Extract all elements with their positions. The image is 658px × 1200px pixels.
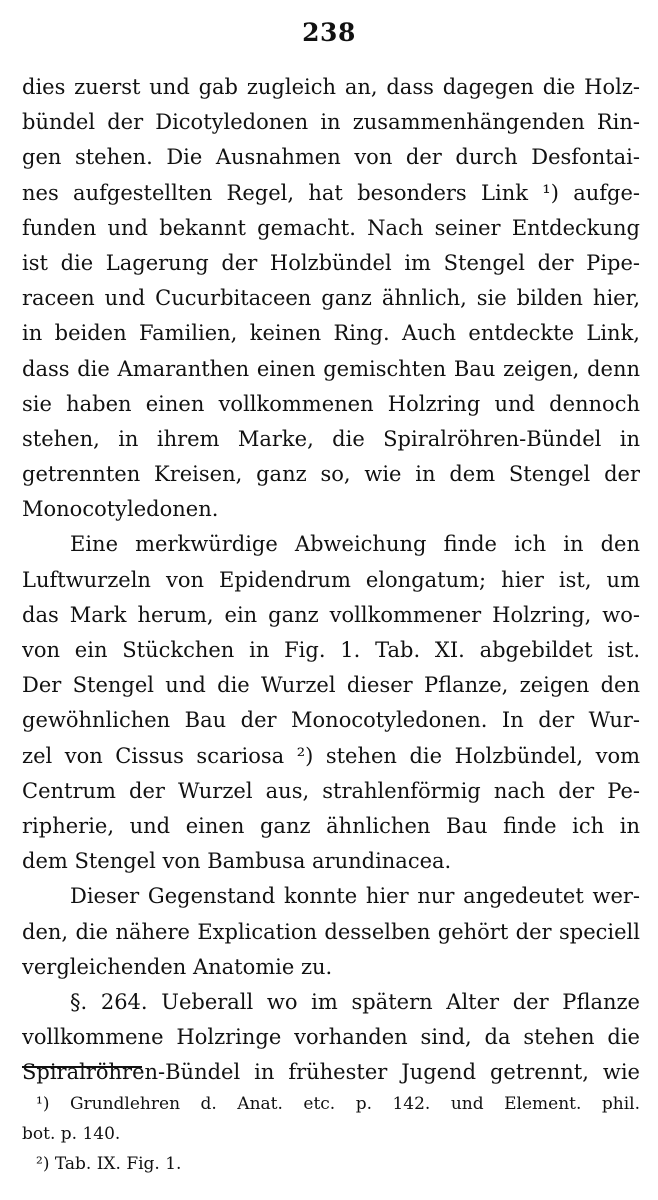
text-line: ist die Lagerung der Holzbündel im Stengel der Pipe- <box>22 250 640 275</box>
text-line: funden und bekannt gemacht. Nach seiner Entdeckung <box>22 215 640 240</box>
text-line: vollkommene Holzringe vorhanden sind, da stehen die <box>22 1025 640 1050</box>
text-line: Monocotyledonen. <box>22 497 219 522</box>
text-line: das Mark herum, ein ganz vollkommener Holzring, wo- <box>22 602 640 627</box>
text-line: Spiralröhren-Bündel in frühester Jugend getrennt, wie <box>22 1060 640 1085</box>
footnote-line: bot. p. 140. <box>22 1124 121 1144</box>
text-line: Centrum der Wurzel aus, strahlenförmig nach der Pe- <box>22 778 640 803</box>
text-line: bündel der Dicotyledonen in zusammenhängenden Rin- <box>22 110 640 135</box>
page-number: 238 <box>302 18 356 47</box>
text-line: raceen und Cucurbitaceen ganz ähnlich, sie bilden hier, <box>22 286 640 311</box>
paragraph-start-line: Dieser Gegenstand konnte hier nur angedeutet wer- <box>70 884 640 909</box>
text-line: gewöhnlichen Bau der Monocotyledonen. In der Wur- <box>22 708 640 733</box>
text-line: zel von Cissus scariosa ²) stehen die Holzbündel, vom <box>22 743 640 768</box>
text-line: dem Stengel von Bambusa arundinacea. <box>22 849 452 874</box>
text-line: dass die Amaranthen einen gemischten Bau zeigen, denn <box>22 356 640 381</box>
text-line: sie haben einen vollkommenen Holzring und dennoch <box>22 391 640 416</box>
text-line: vergleichenden Anatomie zu. <box>22 954 333 979</box>
text-line: dies zuerst und gab zugleich an, dass dagegen die Holz- <box>22 75 640 99</box>
text-line: von ein Stückchen in Fig. 1. Tab. XI. abgebildet ist. <box>22 638 640 662</box>
footnotes <box>22 1089 640 1179</box>
text-line: den, die nähere Explication desselben gehört der speciell <box>22 919 640 944</box>
text-line: ripherie, und einen ganz ähnlichen Bau finde ich in <box>22 813 640 838</box>
footnote-line: ²) Tab. IX. Fig. 1. <box>36 1154 182 1174</box>
footnote-divider <box>22 1066 142 1068</box>
paragraph-start-line: Eine merkwürdige Abweichung finde ich in den <box>70 532 640 557</box>
text-line: Der Stengel und die Wurzel dieser Pflanze, zeigen den <box>22 673 640 698</box>
footnote-line: ¹) Grundlehren d. Anat. etc. p. 142. und Element. phil. <box>36 1094 640 1114</box>
text-line: nes aufgestellten Regel, hat besonders Link ¹) aufge- <box>22 180 640 205</box>
text-line: gen stehen. Die Ausnahmen von der durch Desfontai- <box>22 145 640 170</box>
text-line: in beiden Familien, keinen Ring. Auch entdeckte Link, <box>22 321 640 346</box>
body-text <box>22 70 640 1090</box>
text-line: stehen, in ihrem Marke, die Spiralröhren-Bündel in <box>22 426 640 451</box>
text-line: Luftwurzeln von Epidendrum elongatum; hier ist, um <box>22 567 640 592</box>
text-line: getrennten Kreisen, ganz so, wie in dem Stengel der <box>22 462 640 487</box>
paragraph-start-line: §. 264. Ueberall wo im spätern Alter der Pflanze <box>70 989 640 1014</box>
